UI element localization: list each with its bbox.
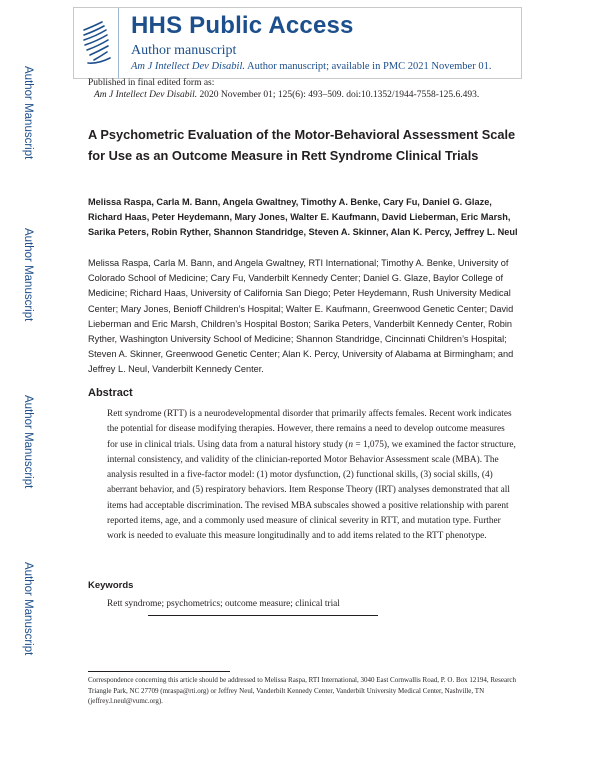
keywords-list: Rett syndrome; psychometrics; outcome measure; clinical trial [107, 599, 340, 609]
side-label-author-manuscript: Author Manuscript [22, 395, 34, 489]
side-label-author-manuscript: Author Manuscript [22, 66, 34, 160]
hhs-public-access-title: HHS Public Access [131, 12, 354, 39]
hhs-header [73, 7, 522, 79]
journal-availability-line [131, 61, 491, 72]
keywords-separator [148, 615, 378, 616]
correspondence-footnote: Correspondence concerning this article should be addressed to Melissa Raspa, RTI International, 3040 East Cornwallis Road, P. O. Box 12194, Research Triangle Park, NC 27709 (mraspa@rti.org) or Jeffrey Neul, Vanderbilt Kennedy Center, Vanderbilt University Medical Center, Nashville, TN (jeffrey.l.neul@vumc.org). [88, 676, 517, 705]
abstract-body [107, 407, 517, 545]
author-affiliations: Melissa Raspa, Carla M. Bann, and Angela Gwaltney, RTI International; Timothy A. Benke, University of Colorado School of Medicine; Cary Fu, Vanderbilt Kennedy Center; Daniel G. Glaze, Baylor College of Medicine; Richard Haas, University of California San Diego; Peter Heydemann, Rush University Medical Center; Mary Jones, Benioff Children’s Hospital; Walter E. Kaufmann, Greenwood Genetic Center; David Lieberman and Eric Marsh, Children’s Hospital Boston; Sarika Peters, Vanderbilt Kennedy Center, Robin Ryther, Washington University School of Medicine; Shannon Standridge, Cincinnati Children’s Hospital; Steven A. Skinner, Greenwood Genetic Center; Alan K. Percy, University of Alabama at Birmingham; and Jeffrey L. Neul, Vanderbilt Kennedy Center. [88, 258, 514, 375]
author-manuscript-label: Author manuscript [131, 43, 237, 58]
citation-line [94, 90, 479, 100]
abstract-n-symbol: n [348, 439, 354, 450]
abstract-heading: Abstract [88, 387, 133, 399]
footnote-rule [88, 671, 230, 672]
citation-journal: Am J Intellect Dev Disabil. [94, 90, 198, 100]
header-divider [118, 8, 119, 78]
journal-abbrev: Am J Intellect Dev Disabil. [131, 61, 246, 72]
side-label-author-manuscript: Author Manuscript [22, 228, 34, 322]
keywords-heading: Keywords [88, 580, 134, 591]
abstract-text-part1: Rett syndrome (RTT) is a neurodevelopmental disorder that primarily affects females. Recent work indicates the potential for disease modifying therapies. However, there remains a need to develop outcome measures for use in clinical trials. Using data from a natural history study ( [107, 409, 512, 450]
article-title: A Psychometric Evaluation of the Motor-Behavioral Assessment Scale for Use as an Outcome Measure in Rett Syndrome Clinical Trials [88, 127, 516, 163]
abstract-text-part2: = 1,075), we examined the factor structure, internal consistency, and validity of the clinician-reported Motor Behavior Assessment scale (MBA). The analysis resulted in a five-factor model: (1) motor dysfunction, (2) functional skills, (3) social skills, (4) aberrant behavior, and (5) respiratory behaviors. Item Response Theory (IRT) analyses demonstrated that all items had acceptable discrimination. The revised MBA subscales showed a positive relationship with parent reported items, age, and a commonly used measure of clinical severity in RTT, and mutation type. Further work is needed to evaluate this measure longitudinally and to add items related to the RTT phenotype. [107, 439, 516, 542]
citation-details: 2020 November 01; 125(6): 493–509. doi:10.1352/1944-7558-125.6.493. [197, 90, 480, 100]
availability-note: Author manuscript; available in PMC 2021 November 01. [245, 61, 492, 72]
side-label-author-manuscript: Author Manuscript [22, 562, 34, 656]
hhs-eagle-logo-icon [80, 18, 114, 68]
published-in-label: Published in final edited form as: [88, 78, 215, 88]
author-list: Melissa Raspa, Carla M. Bann, Angela Gwaltney, Timothy A. Benke, Cary Fu, Daniel G. Glaze, Richard Haas, Peter Heydemann, Mary Jones, Walter E. Kaufmann, David Lieberman, Eric Marsh, Sarika Peters, Robin Ryther, Shannon Standridge, Steven A. Skinner, Alan K. Percy, Jeffrey L. Neul [88, 197, 518, 238]
